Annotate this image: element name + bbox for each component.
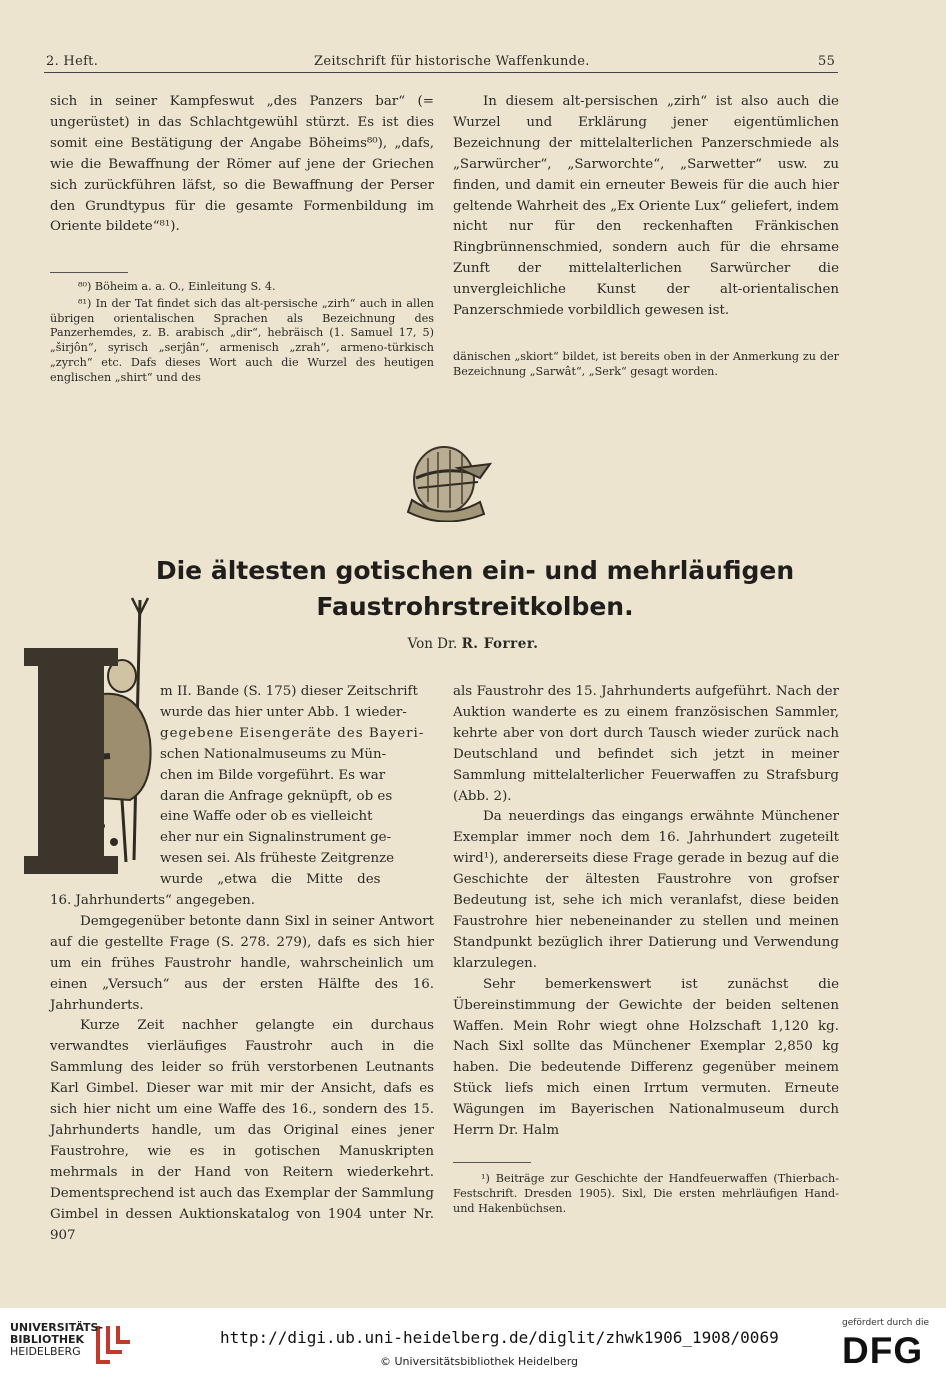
footnote-continuation: dänischen „skiort“ bildet, ist bereits oben in der Anmerkung zu der Bezeichnung „Sarwât“, „Serk“ gesagt worden.	[453, 350, 839, 378]
text-paragraph: sich in seiner Kampfeswut „des Panzers bar“ (= ungerüstet) in das Schlachtgewühl stürzt. Es ist dies somit eine Bestätigung der Angabe Böheims⁸⁰), „dafs, wie die Bewaffnung der Römer auf jene der Griechen sich zurückführen läfst, so die Bewaffnung der Perser den Grundtypus für die gesamte Formenbildung im Oriente bildete“⁸¹).	[50, 94, 434, 235]
funded-by-label: gefördert durch die	[842, 1318, 929, 1328]
copyright-notice: © Universitätsbibliothek Heidelberg	[380, 1355, 579, 1368]
intro-line: wurde „etwa die Mitte des	[160, 872, 381, 888]
header-rule	[44, 72, 838, 73]
intro-line: schen Nationalmuseums zu Mün-	[160, 746, 387, 762]
intro-line: wurde das hier unter Abb. 1 wieder-	[160, 704, 407, 720]
footnote-80: ⁸⁰) Böheim a. a. O., Einleitung S. 4.	[78, 280, 276, 293]
top-left-column	[50, 92, 434, 238]
article-title-line-2: Faustrohrstreitkolben.	[316, 592, 634, 621]
helmet-vignette-icon	[398, 438, 498, 522]
header-issue: 2. Heft.	[46, 54, 99, 69]
bottom-right-column	[453, 682, 839, 1142]
library-line-3: HEIDELBERG	[10, 1345, 81, 1358]
page-url-link[interactable]: http://digi.ub.uni-heidelberg.de/diglit/zhwk1906_1908/0069	[220, 1328, 779, 1347]
intro-line: chen im Bilde vorgeführt. Es war	[160, 767, 386, 783]
author-name: R. Forrer.	[461, 636, 539, 652]
text-paragraph: In diesem alt-persischen „zirh“ ist also auch die Wurzel und Erklärung jener eigentümlichen Bezeichnung der mittelalterlichen Panzerschmiede als „Sarwürcher“, „Sarworchte“, „Sarwetter“ usw. zu finden, und damit ein erneuter Beweis für die auch hier geltende Wahrheit des „Ex Oriente Lux“ geliefert, indem nicht nur für den reckenhaften Fränkischen Ringbrünnenschmied, sondern auch für die ehrsame Zunft der mittelalterlichen Sarwürcher die unvergleichliche Kunst der alt-orientalischen Panzerschmiede vorbildlich gewesen ist.	[453, 94, 839, 319]
header-page-number: 55	[818, 54, 836, 69]
initial-serif-top	[24, 648, 118, 666]
header-journal-title: Zeitschrift für historische Waffenkunde.	[314, 54, 590, 69]
text-paragraph: als Faustrohr des 15. Jahrhunderts aufgeführt. Nach der Auktion wanderte es zu einem französischen Sammler, kehrte aber von dort durch Tausch wieder zurück nach Deutschland und befindet sich jetzt in meiner Sammlung mittelalterlicher Feuerwaffen zu Strafsburg (Abb. 2).	[453, 684, 839, 804]
article-title-line-1: Die ältesten gotischen ein- und mehrläufigen	[155, 556, 795, 585]
footnote-1: ¹) Beiträge zur Geschichte der Handfeuerwaffen (Thierbach-Festschrift. Dresden 1905). Sixl, Die ersten mehrläufigen Hand- und Hakenbüchsen.	[453, 1172, 839, 1215]
byline-prefix: Von Dr.	[407, 636, 458, 652]
intro-tail: 16. Jahrhunderts“ angegeben.	[50, 893, 256, 908]
footnote-81: ⁸¹) In der Tat findet sich das alt-persische „zirh“ auch in allen übrigen orientalischen Sprachen als Bezeichnung des Panzerhemdes, z. B. arabisch „dir“, hebräisch (1. Samuel 17, 5) „širjôn“, syrisch „serjân“, armenisch „zrah“, armeno-türkisch „zyrch“ etc. Dafs dieses Wort auch die Wurzel des heutigen englischen „shirt“ und des	[50, 296, 434, 384]
top-right-column	[453, 92, 839, 322]
library-name[interactable]	[10, 1322, 103, 1358]
intro-line: daran die Anfrage geknüpft, ob es	[160, 788, 393, 804]
bottom-left-intro	[160, 682, 434, 891]
text-paragraph: Da neuerdings das eingangs erwähnte Münchener Exemplar immer noch dem 16. Jahrhundert zugeteilt wird¹), andererseits diese Frage gerade in bezug auf die Geschichte der ältesten Faustrohre von grofser Bedeutung ist, sehe ich mich veranlafst, diese beiden Faustrohre hier nebeneinander zu stellen und meinen Standpunkt bezüglich ihrer Datierung und Verwendung klarzulegen.	[453, 809, 839, 971]
intro-line: m II. Bande (S. 175) dieser Zeitschrift	[160, 684, 418, 699]
initial-letter-block	[38, 650, 104, 874]
bottom-left-column	[50, 891, 434, 1246]
text-paragraph: Sehr bemerkenswert ist zunächst die Übereinstimmung der Gewichte der beiden seltenen Waffen. Mein Rohr wiegt ohne Holzschaft 1,120 kg. Nach Sixl sollte das Münchener Exemplar 2,850 kg haben. Die bedeutende Differenz gegenüber meinem Stück liefs mich einen Irrtum vermuten. Erneute Wägungen im Bayerischen Nationalmuseum durch Herrn Dr. Halm	[453, 976, 839, 1139]
text-paragraph: Kurze Zeit nachher gelangte ein durchaus verwandtes vierläufiges Faustrohr auch in die Sammlung des leider so früh verstorbenen Leutnants Karl Gimbel. Dieser war mit mir der Ansicht, dafs es sich hier nicht um eine Waffe des 16., sondern des 15. Jahrhunderts handle, um das Original eines jener Faustrohre, wie es in gotischen Manuskripten mehrmals in der Hand von Reitern wiederkehrt. Dementsprechend ist auch das Exemplar der Sammlung Gimbel in dessen Auktionskatalog von 1904 unter Nr. 907	[50, 1018, 434, 1243]
library-line-1: UNIVERSITÄTS-	[10, 1321, 104, 1334]
library-line-2: BIBLIOTHEK	[10, 1333, 85, 1346]
footnote-rule	[50, 272, 128, 273]
intro-line: eine Waffe oder ob es vielleicht	[160, 809, 373, 825]
intro-line: wesen sei. Als früheste Zeitgrenze	[160, 851, 395, 867]
decorated-initial	[10, 590, 160, 880]
initial-serif-bottom	[24, 856, 118, 874]
footnote-rule	[453, 1162, 531, 1163]
text-paragraph: Demgegenüber betonte dann Sixl in seiner Antwort auf die gestellte Frage (S. 278. 279), dafs es sich hier um ein frühes Faustrohr handle, wahrscheinlich um einen „Versuch“ aus der ersten Hälfte des 16. Jahrhunderts.	[50, 913, 434, 1013]
top-left-footnotes	[50, 280, 434, 386]
bottom-right-footnote	[453, 1172, 839, 1216]
dfg-logo[interactable]: DFG	[842, 1330, 924, 1371]
intro-line: eher nur ein Signalinstrument ge-	[160, 830, 392, 846]
top-right-footnote	[453, 350, 839, 380]
intro-line: gegebene Eisengeräte des Bayeri-	[160, 725, 425, 741]
footer-bar	[0, 1308, 946, 1378]
